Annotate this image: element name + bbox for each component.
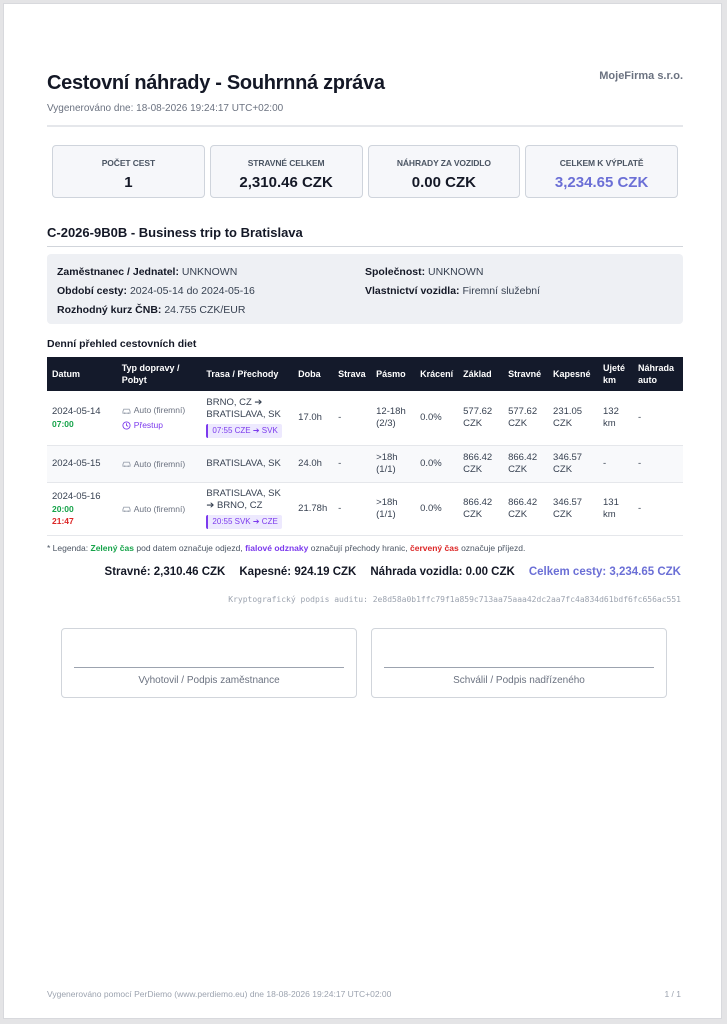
- cell-transport: [117, 482, 202, 535]
- cell-route: [201, 482, 293, 535]
- page-number: 1 / 1: [664, 989, 681, 999]
- total-trip: [529, 566, 681, 578]
- card-label: STRAVNÉ CELKEM: [247, 158, 325, 168]
- signature-label: Schválil / Podpis nadřízeného: [453, 675, 585, 686]
- info-label: Rozhodný kurz ČNB:: [57, 304, 162, 316]
- total-label: Náhrada vozidla:: [370, 566, 463, 578]
- transport-type: [122, 458, 197, 470]
- cell-duration: 17.0h: [293, 391, 333, 445]
- trip-divider: [47, 246, 683, 247]
- col-pocket: Kapesné: [548, 357, 598, 391]
- car-icon: [122, 406, 131, 415]
- info-employee: [57, 266, 237, 278]
- clock-icon: [122, 421, 131, 430]
- cell-per-diem: 866.42 CZK: [503, 482, 548, 535]
- table-row: [47, 482, 683, 535]
- transport-type: [122, 404, 197, 416]
- cell-transport: [117, 445, 202, 482]
- trip-totals: [105, 566, 681, 578]
- transport-type: [122, 503, 197, 515]
- info-value: UNKNOWN: [428, 266, 484, 278]
- legend-text: pod datem označuje odjezd,: [136, 543, 243, 553]
- signature-line: [74, 667, 344, 668]
- col-zone: Pásmo: [371, 357, 415, 391]
- signature-label: Vyhotovil / Podpis zaměstnance: [138, 675, 280, 686]
- transport-label: Auto (firemní): [133, 405, 186, 416]
- cell-km: 131 km: [598, 482, 633, 535]
- route-text: BRNO, CZ ➔ BRATISLAVA, SK: [206, 397, 281, 421]
- legend-text: označuje příjezd.: [461, 543, 526, 553]
- cell-car: -: [633, 391, 683, 445]
- car-icon: [122, 459, 131, 468]
- col-duration: Doba: [293, 357, 333, 391]
- total-value: 0.00 CZK: [465, 566, 515, 578]
- card-value: 0.00 CZK: [411, 174, 476, 191]
- total-label: Stravné:: [104, 566, 151, 578]
- cell-zone: >18h (1/1): [371, 482, 415, 535]
- cell-pocket: 346.57 CZK: [548, 482, 598, 535]
- signature-box-supervisor: [371, 628, 667, 698]
- col-date: Datum: [47, 357, 117, 391]
- info-value: 24.755 CZK/EUR: [164, 304, 246, 316]
- table-row: [47, 445, 683, 482]
- info-label: Zaměstnanec / Jednatel:: [57, 266, 179, 278]
- cell-km: -: [598, 445, 633, 482]
- transport-label: Auto (firemní): [133, 458, 186, 469]
- table-row: [47, 391, 683, 445]
- footer-generated: Vygenerováno pomocí PerDiemo (www.perdiemo.eu) dne 18-08-2026 19:24:17 UTC+02:00: [47, 989, 392, 999]
- company-name: MojeFirma s.r.o.: [599, 70, 683, 82]
- cell-route: [201, 391, 293, 445]
- card-value: 1: [124, 174, 133, 191]
- arrival-time: 21:47: [52, 515, 74, 526]
- border-crossing-badge: 20:55 SVK ➔ CZE: [206, 515, 281, 529]
- legend-red: červený čas: [410, 543, 459, 553]
- cell-duration: 21.78h: [293, 482, 333, 535]
- daily-table: [47, 357, 683, 536]
- cell-pocket: 231.05 CZK: [548, 391, 598, 445]
- date-text: 2024-05-15: [52, 457, 101, 469]
- col-km: Ujeté km: [598, 357, 633, 391]
- generated-date: Vygenerováno dne: 18-08-2026 19:24:17 UTC+02:00: [47, 103, 284, 114]
- card-trip-count: [52, 145, 205, 198]
- card-vehicle-total: [368, 145, 521, 198]
- departure-time: 07:00: [52, 418, 74, 429]
- cell-reduction: 0.0%: [415, 445, 458, 482]
- info-rate: [57, 304, 245, 316]
- cell-car: -: [633, 445, 683, 482]
- departure-time: 20:00: [52, 503, 74, 514]
- signature-line: [384, 667, 654, 668]
- route-text: BRATISLAVA, SK ➔ BRNO, CZ: [206, 488, 281, 511]
- col-car: Náhrada auto: [633, 357, 683, 391]
- col-transport: Typ dopravy / Pobyt: [117, 357, 202, 391]
- cell-base: 866.42 CZK: [458, 445, 503, 482]
- legend-violet: fialové odznaky: [245, 543, 309, 553]
- legend-prefix: * Legenda:: [47, 543, 89, 553]
- table-header-row: [47, 357, 683, 391]
- info-period: [57, 285, 255, 297]
- legend-text: označují přechody hranic,: [310, 543, 408, 553]
- cell-zone: 12-18h (2/3): [371, 391, 415, 445]
- col-meal: Strava: [333, 357, 371, 391]
- cell-car: -: [633, 482, 683, 535]
- cell-base: 577.62 CZK: [458, 391, 503, 445]
- card-label: CELKEM K VÝPLATĚ: [559, 158, 644, 168]
- cell-transport: [117, 391, 202, 445]
- info-value: Firemní služební: [462, 285, 541, 297]
- cell-reduction: 0.0%: [415, 391, 458, 445]
- cell-route: [201, 445, 293, 482]
- transport-label: Auto (firemní): [133, 503, 186, 514]
- transfer-label: Přestup: [133, 420, 163, 431]
- cell-date: [47, 391, 117, 445]
- info-label: Období cesty:: [57, 285, 128, 297]
- card-value: 2,310.46 CZK: [239, 174, 333, 191]
- cell-meal: -: [333, 391, 371, 445]
- cell-meal: -: [333, 482, 371, 535]
- summary-cards: [52, 145, 678, 198]
- cell-meal: -: [333, 445, 371, 482]
- total-vehicle: [370, 566, 514, 578]
- report-page: [3, 3, 722, 1019]
- total-per-diem: [105, 566, 226, 578]
- cell-reduction: 0.0%: [415, 482, 458, 535]
- signature-box-employee: [61, 628, 357, 698]
- cell-zone: >18h (1/1): [371, 445, 415, 482]
- total-label: Celkem cesty:: [528, 566, 607, 578]
- page-title: Cestovní náhrady - Souhrnná zpráva: [47, 72, 385, 94]
- audit-signature: Kryptografický podpis auditu: 2e8d58a0b1ffc79f1a859c713aa75aaa42dc2aa7fc4a834d61bdf6fc656ac551: [228, 595, 681, 604]
- legend-green: Zelený čas: [90, 543, 134, 553]
- info-company: [365, 266, 483, 278]
- card-label: NÁHRADY ZA VOZIDLO: [396, 158, 491, 168]
- date-text: 2024-05-16: [52, 490, 101, 502]
- cell-km: 132 km: [598, 391, 633, 445]
- info-label: Vlastnictví vozidla:: [365, 285, 460, 297]
- cell-pocket: 346.57 CZK: [548, 445, 598, 482]
- info-value: UNKNOWN: [181, 266, 238, 278]
- info-label: Společnost:: [365, 266, 426, 278]
- info-value: 2024-05-14 do 2024-05-16: [129, 285, 255, 297]
- border-crossing-badge: 07:55 CZE ➔ SVK: [206, 424, 281, 438]
- transfer: [122, 419, 197, 431]
- cell-per-diem: 866.42 CZK: [503, 445, 548, 482]
- col-reduction: Krácení: [415, 357, 458, 391]
- card-value: 3,234.65 CZK: [554, 174, 649, 191]
- trip-info-panel: [47, 254, 683, 324]
- header-divider: [47, 125, 683, 127]
- col-per-diem: Stravné: [503, 357, 548, 391]
- total-value: 2,310.46 CZK: [153, 566, 226, 578]
- total-pocket: [239, 566, 356, 578]
- card-label: POČET CEST: [101, 158, 156, 168]
- cell-date: [47, 445, 117, 482]
- daily-overview-title: Denní přehled cestovních diet: [47, 338, 197, 350]
- cell-per-diem: 577.62 CZK: [503, 391, 548, 445]
- col-base: Základ: [458, 357, 503, 391]
- total-label: Kapesné:: [239, 566, 292, 578]
- route-text: BRATISLAVA, SK: [206, 457, 281, 469]
- date-text: 2024-05-14: [52, 405, 101, 417]
- total-value: 3,234.65 CZK: [609, 566, 681, 578]
- card-grand-total: [525, 145, 678, 198]
- col-route: Trasa / Přechody: [201, 357, 293, 391]
- trip-title: C-2026-9B0B - Business trip to Bratislava: [47, 225, 303, 240]
- info-vehicle: [365, 285, 540, 297]
- cell-base: 866.42 CZK: [458, 482, 503, 535]
- total-value: 924.19 CZK: [294, 566, 357, 578]
- legend: [47, 543, 525, 553]
- cell-duration: 24.0h: [293, 445, 333, 482]
- cell-date: [47, 482, 117, 535]
- car-icon: [122, 504, 131, 513]
- card-per-diem-total: [210, 145, 363, 198]
